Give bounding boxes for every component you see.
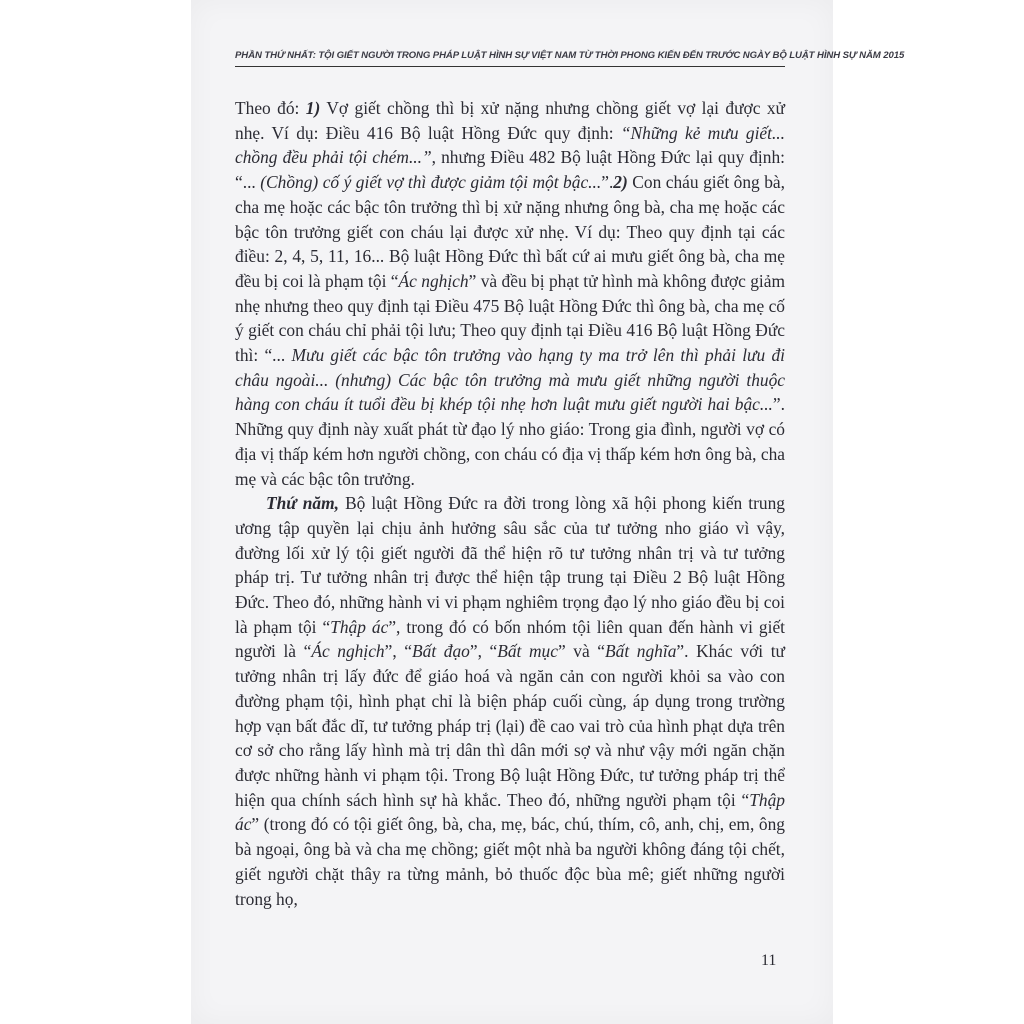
text-run-bold-italic: 2) bbox=[613, 172, 628, 193]
text-run-italic: Ác nghịch bbox=[311, 641, 385, 662]
text-run-italic: Ác nghịch bbox=[398, 270, 469, 291]
paragraph-1 bbox=[235, 96, 785, 491]
text-run-italic: Mưu giết các bậc tôn trưởng vào hạng ty ma trở lên thì phải lưu đi châu ngoài... (nhưng) Các bậc tôn trưởng mà mưu giết những người thuộc hàng con cháu ít tuổi đều bị khép tội nhẹ hơn luật mưu giết người hai bậc... bbox=[235, 345, 785, 415]
text-run-italic: Thập ác bbox=[235, 789, 785, 835]
text-run: ”, “ bbox=[384, 641, 412, 662]
text-run: ”. Khác với tư tưởng nhân trị lấy đức để giáo hoá và ngăn cản con người khỏi sa vào con đường phạm tội, hình phạt chỉ là biện pháp cuối cùng, áp dụng trong trường hợp vạn bất đắc dĩ, tư tưởng pháp trị (lại) đề cao vai trò của hình phạt dựa trên cơ sở cho rằng lấy hình mà trị dân thì dân mới sợ và như vậy mới ngăn chặn được những hành vi phạm tội. Trong Bộ luật Hồng Đức, tư tưởng pháp trị thể hiện qua chính sách hình sự hà khắc. Theo đó, những người phạm tội “ bbox=[235, 641, 785, 810]
text-run: ”, “ bbox=[469, 641, 498, 662]
book-page bbox=[191, 0, 905, 1024]
text-run: ”, trong đó có bốn nhóm tội liên quan đến hành vi giết người là “ bbox=[235, 616, 785, 662]
text-run-bold-italic: 1) bbox=[305, 98, 321, 118]
text-run-italic: Bất mục bbox=[497, 641, 558, 662]
text-run-italic: Bất nghĩa bbox=[605, 641, 677, 662]
text-run: ”. bbox=[601, 172, 614, 193]
body-text bbox=[235, 96, 785, 911]
text-run-bold-italic: Thứ năm, bbox=[266, 493, 340, 514]
header-rule bbox=[235, 66, 785, 67]
paragraph-2 bbox=[235, 491, 785, 911]
text-run-italic: Bất đạo bbox=[412, 641, 470, 662]
text-run: Theo đó: bbox=[235, 98, 306, 118]
text-run: Bộ luật Hồng Đức ra đời trong lòng xã hội phong kiến trung ương tập quyền lại chịu ảnh hưởng sâu sắc của tư tưởng nho giáo vì vậy, đường lối xử lý tội giết người đã thể hiện rõ tư tưởng nhân trị và tư tưởng pháp trị. Tư tưởng nhân trị được thể hiện tập trung tại Điều 2 Bộ luật Hồng Đức. Theo đó, những hành vi vi phạm nghiêm trọng đạo lý nho giáo đều bị coi là phạm tội “ bbox=[235, 493, 785, 637]
text-run: ” và “ bbox=[557, 641, 606, 662]
text-run: , nhưng Điều 482 Bộ luật Hồng Đức lại quy định: “... bbox=[235, 147, 785, 193]
text-run-italic: Thập ác bbox=[330, 616, 389, 637]
text-run: Con cháu giết ông bà, cha mẹ hoặc các bậc tôn trưởng thì bị xử nặng nhưng ông bà, cha mẹ hoặc các bậc tôn trưởng giết con cháu lại được xử nhẹ. Ví dụ: Theo quy định tại các điều: 2, 4, 5, 11, 16... Bộ luật Hồng Đức thì bất cứ ai mưu giết ông bà, cha mẹ đều bị coi là phạm tội “ bbox=[235, 172, 785, 291]
text-run-italic: “Những kẻ mưu giết... chồng đều phải tội chém...” bbox=[235, 122, 785, 168]
text-run-italic: (Chồng) cố ý giết vợ thì được giảm tội một bậc... bbox=[260, 172, 602, 193]
text-run: ”. Những quy định này xuất phát từ đạo lý nho giáo: Trong gia đình, người vợ có địa vị thấp kém hơn người chồng, con cháu có địa vị thấp kém hơn ông bà, cha mẹ và các bậc tôn trưởng. bbox=[235, 394, 785, 489]
text-run: ” (trong đó có tội giết ông, bà, cha, mẹ, bác, chú, thím, cô, anh, chị, em, ông bà ngoại, ông bà và cha mẹ chồng; giết một nhà ba người không đáng tội chết, giết người chặt thây ra từng mảnh, bỏ thuốc độc bùa mê; giết những người trong họ, bbox=[235, 814, 785, 909]
text-run: Vợ giết chồng thì bị xử nặng nhưng chồng giết vợ lại được xử nhẹ. Ví dụ: Điều 416 Bộ luật Hồng Đức quy định: bbox=[235, 98, 785, 143]
page-number: 11 bbox=[761, 952, 777, 969]
running-header: PHẦN THỨ NHẤT: TỘI GIẾT NGƯỜI TRONG PHÁP LUẬT HÌNH SỰ VIỆT NAM TỪ THỜI PHONG KIẾN ĐẾN TRƯỚC NGÀY BỘ LUẬT HÌNH SỰ NĂM 2015 bbox=[235, 50, 905, 61]
text-run: ” và đều bị phạt tử hình mà không được giảm nhẹ nhưng theo quy định tại Điều 475 Bộ luật Hồng Đức thì ông bà, cha mẹ cố ý giết con cháu chỉ phải tội lưu; Theo quy định tại Điều 416 Bộ luật Hồng Đức thì: “... bbox=[235, 270, 785, 366]
